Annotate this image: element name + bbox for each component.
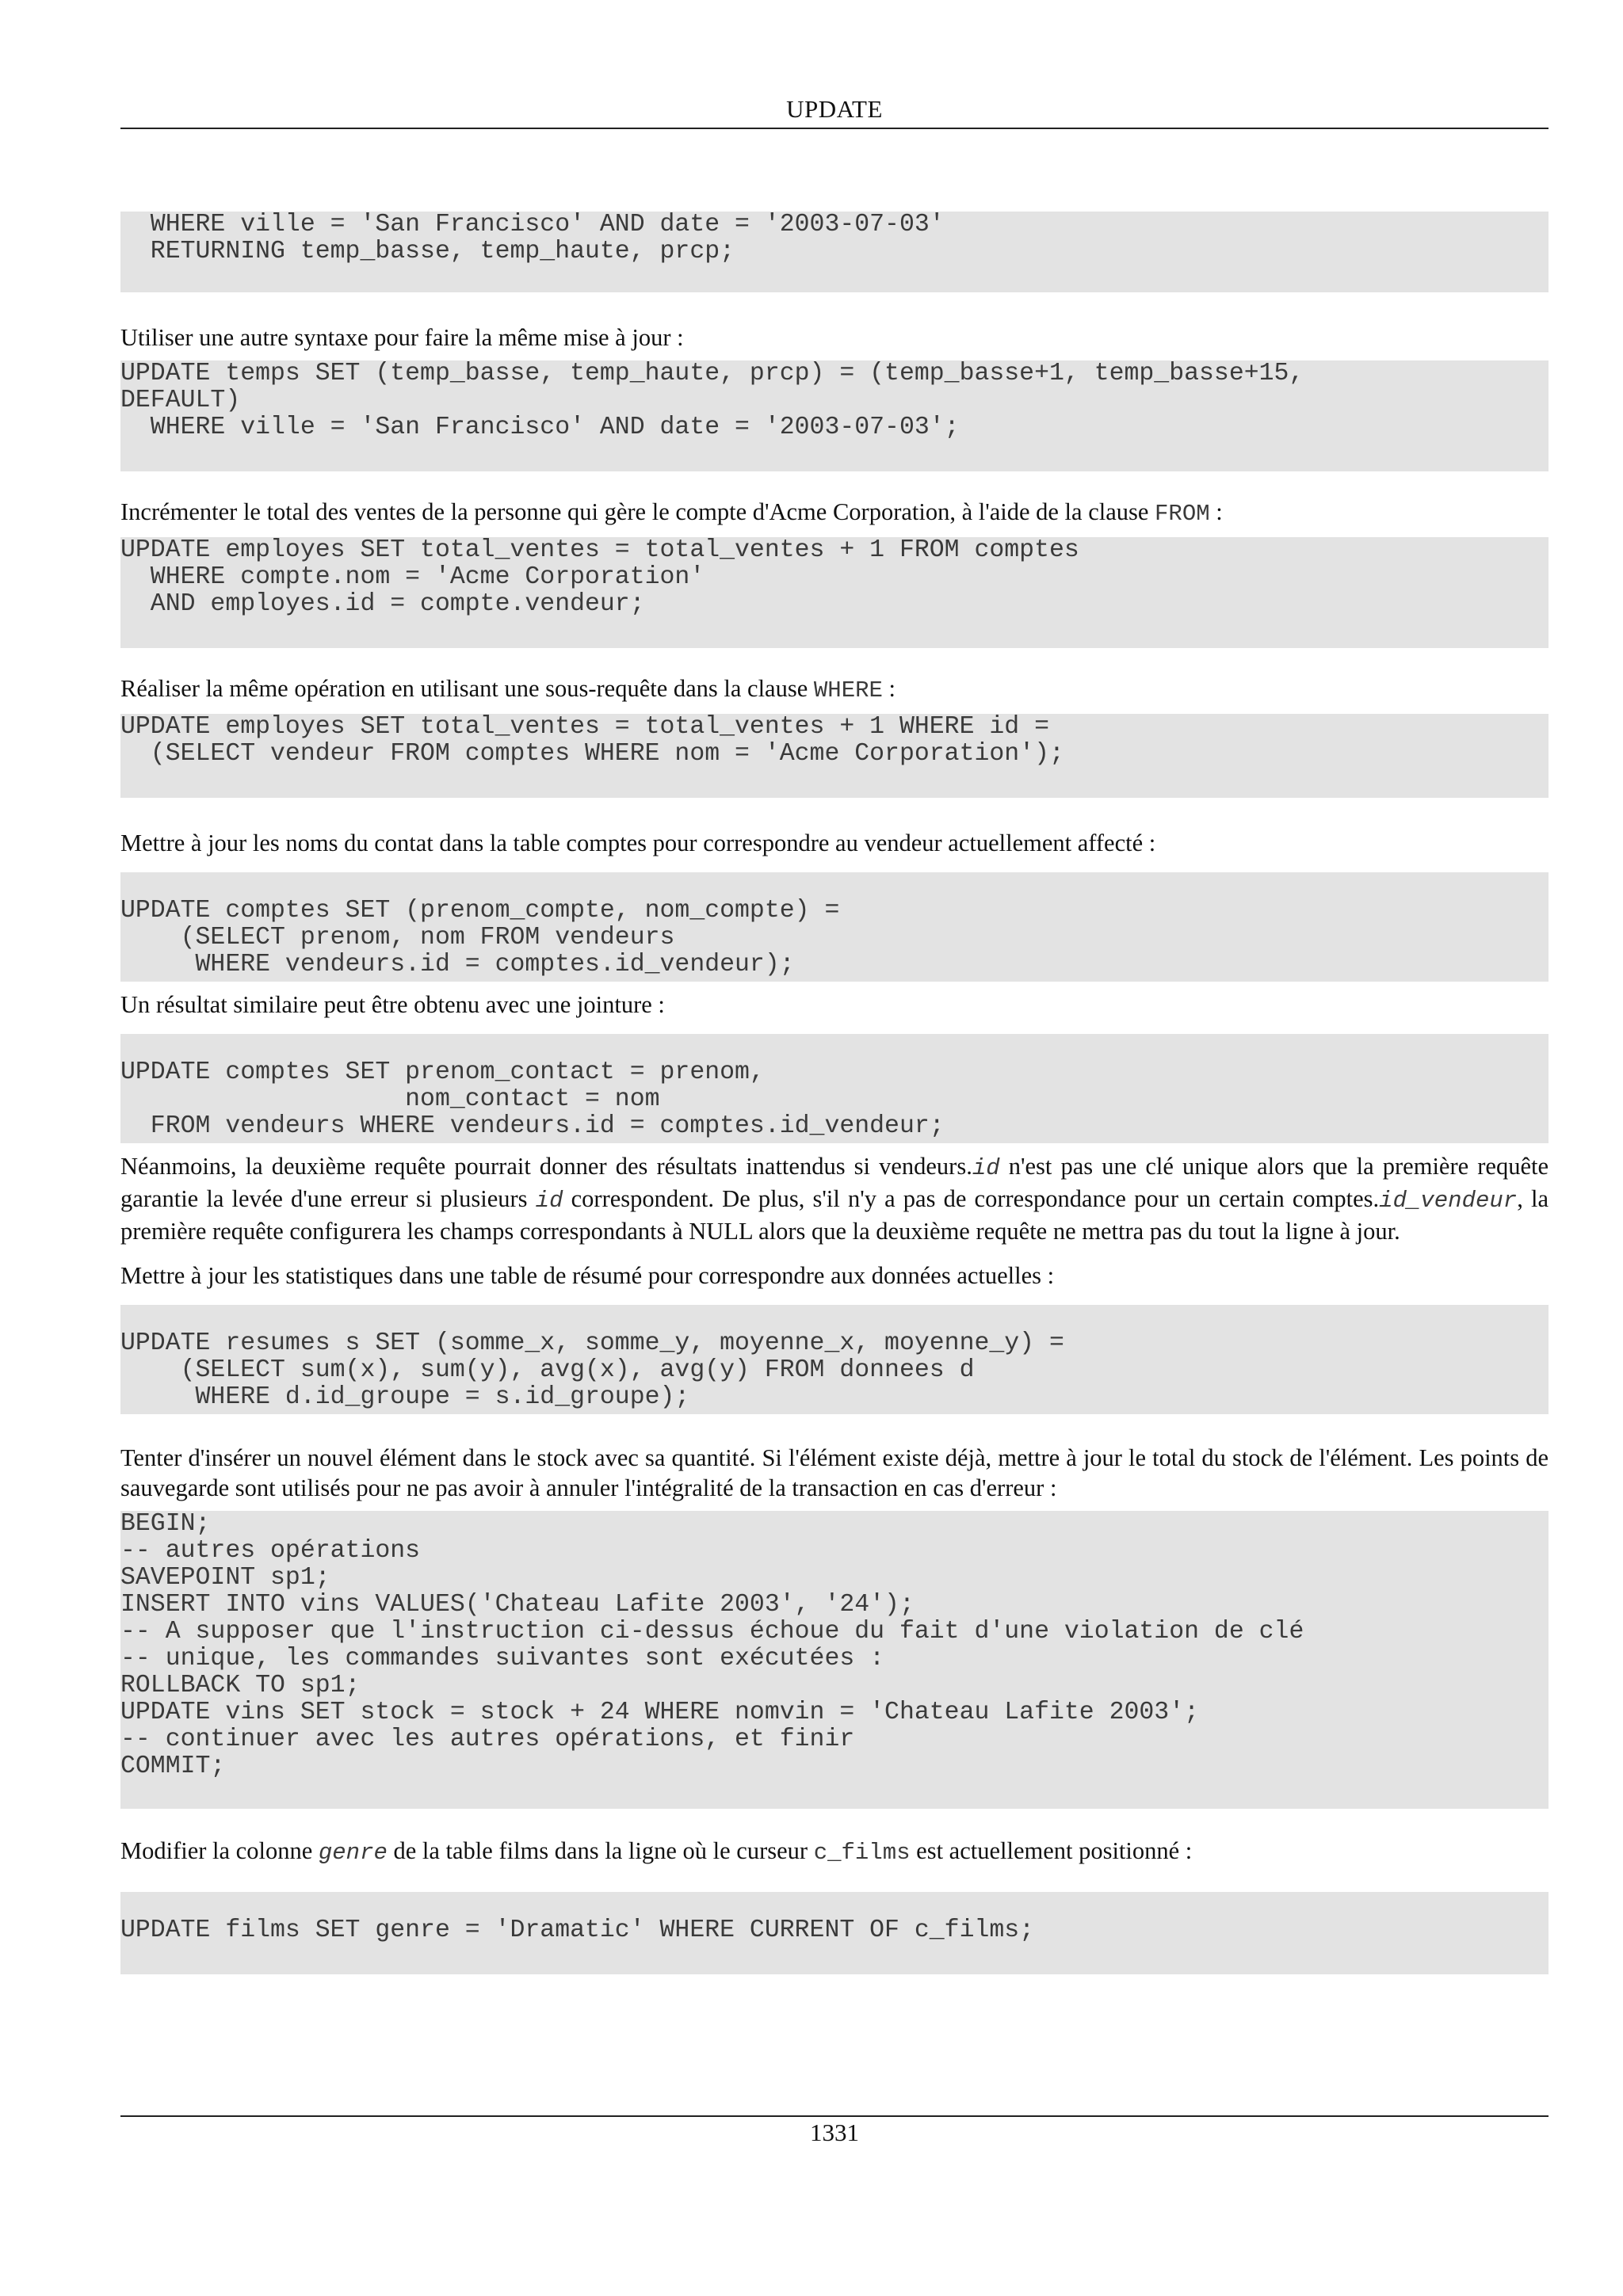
code-block-returning: WHERE ville = 'San Francisco' AND date = '2003-07-03' RETURNING temp_basse, temp_haute, prcp; (120, 212, 1549, 292)
paragraph-text-end: : (1209, 498, 1223, 525)
paragraph-text: Modifier la colonne (120, 1837, 319, 1864)
paragraph-text: correspondent. De plus, s'il n'y a pas de correspondance pour un certain comptes. (563, 1185, 1380, 1212)
code-block-update-resumes: UPDATE resumes s SET (somme_x, somme_y, moyenne_x, moyenne_y) = (SELECT sum(x), sum(y), avg(x), avg(y) FROM donnees d WHERE d.id_groupe = s.id_groupe); (120, 1305, 1549, 1414)
paragraph-summary-stats: Mettre à jour les statistiques dans une table de résumé pour correspondre aux données actuelles : (120, 1262, 1055, 1289)
inline-code-id: id (972, 1155, 1000, 1181)
code-block-update-subquery: UPDATE employes SET total_ventes = total_ventes + 1 WHERE id = (SELECT vendeur FROM comptes WHERE nom = 'Acme Corporation'); (120, 714, 1549, 798)
header-rule (120, 128, 1549, 129)
code-block-transaction: BEGIN; -- autres opérations SAVEPOINT sp1; INSERT INTO vins VALUES('Chateau Lafite 2003', '24'); -- A supposer que l'instruction ci-dessus échoue du fait d'une violation de clé -- unique, les commandes suivantes sont exécutées : ROLLBACK TO sp1; UPDATE vins SET stock = stock + 24 WHERE nomvin = 'Chateau Lafite 2003'; -- continuer avec les autres opérations, et finir COMMIT; (120, 1511, 1549, 1809)
paragraph-text: , la première requête configurera les champs correspondants à NULL alors que la deuxième requête ne mettra pas du tout la ligne à jour. (120, 1185, 1549, 1245)
paragraph-subquery (120, 673, 1549, 706)
inline-code-c-films: c_films (813, 1840, 911, 1866)
paragraph-join-caveat (120, 1151, 1549, 1246)
paragraph-savepoints: Tenter d'insérer un nouvel élément dans le stock avec sa quantité. Si l'élément existe déjà, mettre à jour le total du stock de l'élément. Les points de sauvegarde sont utilisés pour ne pas avoir à annuler l'intégralité de la transaction en cas d'erreur : (120, 1444, 1549, 1501)
paragraph-text: Incrémenter le total des ventes de la personne qui gère le compte d'Acme Corporation, à l'aide de la clause (120, 498, 1155, 525)
code-block-update-from: UPDATE employes SET total_ventes = total_ventes + 1 FROM comptes WHERE compte.nom = 'Acme Corporation' AND employes.id = compte.vendeur; (120, 537, 1549, 648)
paragraph-text-end: : (882, 675, 896, 702)
code-block-update-films: UPDATE films SET genre = 'Dramatic' WHERE CURRENT OF c_films; (120, 1892, 1549, 1974)
inline-code-from: FROM (1155, 501, 1210, 527)
code-block-update-comptes-select: UPDATE comptes SET (prenom_compte, nom_compte) = (SELECT prenom, nom FROM vendeurs WHERE vendeurs.id = comptes.id_vendeur); (120, 872, 1549, 982)
paragraph-cursor (120, 1836, 1549, 1868)
inline-code-genre: genre (318, 1840, 388, 1866)
paragraph-text: Néanmoins, la deuxième requête pourrait donner des résultats inattendus si vendeurs. (120, 1153, 972, 1180)
document-page (120, 0, 1549, 2296)
running-header: UPDATE (786, 95, 883, 123)
paragraph-text: est actuellement positionné : (910, 1837, 1193, 1864)
page-number: 1331 (810, 2119, 859, 2146)
page-content (120, 212, 1549, 1974)
paragraph-increment-sales (120, 497, 1549, 529)
inline-code-id: id (535, 1188, 563, 1214)
paragraph-contact-names: Mettre à jour les noms du contat dans la table comptes pour correspondre au vendeur actuellement affecté : (120, 830, 1156, 856)
paragraph-alt-syntax: Utiliser une autre syntaxe pour faire la même mise à jour : (120, 324, 684, 351)
paragraph-join-result: Un résultat similaire peut être obtenu avec une jointure : (120, 991, 665, 1018)
inline-code-where: WHERE (813, 677, 883, 704)
code-block-update-comptes-join: UPDATE comptes SET prenom_contact = prenom, nom_contact = nom FROM vendeurs WHERE vendeurs.id = comptes.id_vendeur; (120, 1034, 1549, 1143)
paragraph-text: Réaliser la même opération en utilisant une sous-requête dans la clause (120, 675, 814, 702)
paragraph-text: n'est pas une clé unique alors que la première requête garantie la levée d'une erreur si plusieurs (120, 1153, 1549, 1212)
paragraph-text: de la table films dans la ligne où le curseur (387, 1837, 814, 1864)
code-block-temps-update: UPDATE temps SET (temp_basse, temp_haute, prcp) = (temp_basse+1, temp_basse+15, DEFAULT) WHERE ville = 'San Francisco' AND date = '2003-07-03'; (120, 360, 1549, 471)
inline-code-id-vendeur: id_vendeur (1379, 1188, 1518, 1214)
